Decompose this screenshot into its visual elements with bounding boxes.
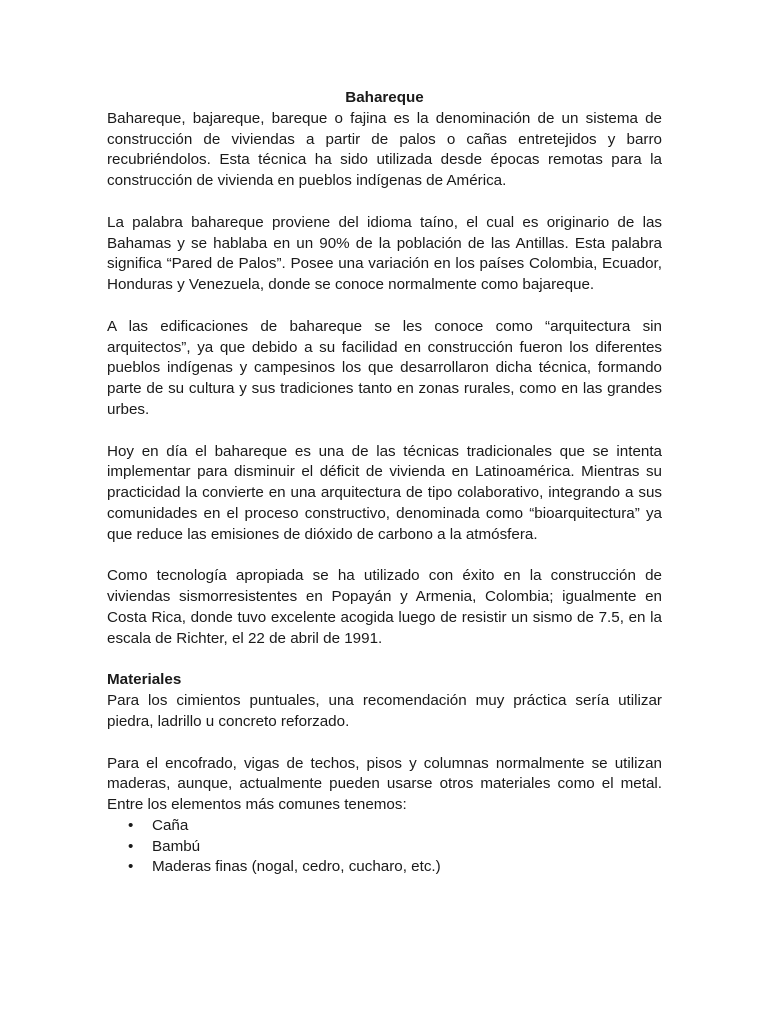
paragraph-architecture-without-architects: A las edificaciones de bahareque se les conoce como “arquitectura sin arquitectos”, ya que debido a su facilidad en construcción fueron los diferentes pueblos indígenas y campesinos los que desarrollaron dicha técnica, formando parte de su cultura y sus tradiciones tanto en zonas rurales, como en las grandes urbes. — [107, 317, 662, 418]
paragraph-today: Hoy en día el bahareque es una de las técnicas tradicionales que se intenta implementar para disminuir el déficit de vivienda en Latinoamérica. Mientras su practicidad la convierte en una arquitectura de tipo colaborativo, integrando a sus comunidades en el proceso constructivo, denominada como “bioarquitectura” ya que reduce las emisiones de dióxido de carbono a la atmósfera. — [107, 442, 662, 543]
paragraph-etymology: La palabra bahareque proviene del idioma taíno, el cual es originario de las Bahamas y se hablaba en un 90% de la población de las Antillas. Esta palabra significa “Pared de Palos”. Posee una variación en los países Colombia, Ecuador, Honduras y Venezuela, donde se conoce normalmente como bajareque. — [107, 213, 662, 294]
materials-list — [107, 816, 662, 878]
bullet-icon: • — [128, 858, 134, 876]
paragraph-formwork: Para el encofrado, vigas de techos, pisos y columnas normalmente se utilizan maderas, aunque, actualmente pueden usarse otros materiales como el metal. Entre los elementos más comunes tenemos: — [107, 754, 662, 814]
paragraph-definition: Bahareque, bajareque, bareque o fajina es la denominación de un sistema de construcción de viviendas a partir de palos o cañas entretejidos y barro recubriéndolos. Esta técnica ha sido utilizada desde épocas remotas para la construcción de vivienda en pueblos indígenas de América. — [107, 109, 662, 190]
list-item — [107, 837, 662, 858]
paragraph-foundations: Para los cimientos puntuales, una recomendación muy práctica sería utilizar piedra, ladrillo u concreto reforzado. — [107, 692, 662, 730]
bullet-icon: • — [128, 837, 134, 855]
document-title: Bahareque — [345, 89, 424, 106]
bullet-icon: • — [128, 816, 134, 834]
list-item — [107, 816, 662, 837]
list-item-text: Caña — [152, 816, 189, 834]
paragraph-seismic-resistance: Como tecnología apropiada se ha utilizado con éxito en la construcción de viviendas sismorresistentes en Popayán y Armenia, Colombia; igualmente en Costa Rica, donde tuvo excelente acogida luego de resistir un sismo de 7.5, en la escala de Richter, el 22 de abril de 1991. — [107, 567, 662, 647]
list-item — [107, 857, 662, 878]
materials-heading: Materiales — [107, 671, 182, 689]
list-item-text: Maderas finas (nogal, cedro, cucharo, etc.) — [152, 858, 441, 876]
list-item-text: Bambú — [152, 837, 201, 855]
document-page — [107, 88, 662, 878]
